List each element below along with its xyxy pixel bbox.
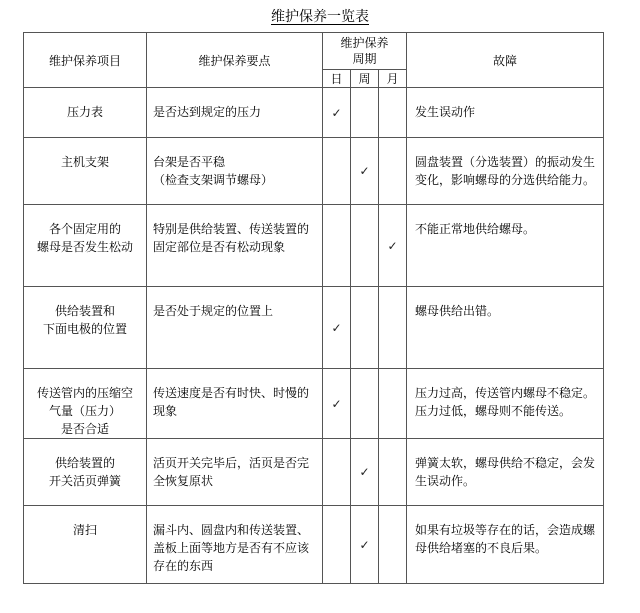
cycle-week-cell (351, 88, 379, 138)
header-item: 维护保养项目 (24, 33, 147, 88)
fault-description: 压力过高，传送管内螺母不稳定。压力过低，螺母则不能传送。 (407, 369, 604, 439)
table-row (24, 439, 604, 506)
maintenance-item: 清扫 (24, 506, 147, 584)
maintenance-table (23, 32, 604, 584)
document-title: 维护保养一览表 (271, 9, 369, 25)
cycle-day-cell (323, 138, 351, 205)
cycle-month-cell (379, 205, 407, 287)
check-mark-icon: ✓ (387, 238, 398, 253)
maintenance-item: 传送管内的压缩空 气量（压力） 是否合适 (24, 369, 147, 439)
check-mark-icon: ✓ (359, 164, 370, 178)
check-mark-icon: ✓ (359, 465, 370, 479)
cycle-month-cell (379, 88, 407, 138)
maintenance-point: 是否达到规定的压力 (147, 88, 323, 138)
table-row (24, 369, 604, 439)
table-row (24, 88, 604, 138)
header-week: 周 (351, 70, 379, 88)
cycle-month-cell (379, 138, 407, 205)
cycle-day-cell (323, 369, 351, 439)
maintenance-item: 供给装置的 开关活页弹簧 (24, 439, 147, 506)
cycle-day-cell (323, 287, 351, 369)
table-row (24, 205, 604, 287)
maintenance-item: 供给装置和 下面电极的位置 (24, 287, 147, 369)
maintenance-point: 传送速度是否有时快、时慢的现象 (147, 369, 323, 439)
maintenance-point: 台架是否平稳 （检查支架调节螺母） (147, 138, 323, 205)
cycle-day-cell (323, 205, 351, 287)
header-fault: 故障 (407, 33, 604, 88)
table-row (24, 506, 604, 584)
fault-description: 圆盘装置（分选装置）的振动发生变化，影响螺母的分选供给能力。 (407, 138, 604, 205)
cycle-week-cell (351, 369, 379, 439)
cycle-month-cell (379, 506, 407, 584)
maintenance-point: 是否处于规定的位置上 (147, 287, 323, 369)
header-point: 维护保养要点 (147, 33, 323, 88)
fault-description: 不能正常地供给螺母。 (407, 205, 604, 287)
maintenance-item: 压力表 (24, 88, 147, 138)
cycle-day-cell (323, 439, 351, 506)
maintenance-point: 活页开关完毕后，活页是否完全恢复原状 (147, 439, 323, 506)
cycle-week-cell (351, 205, 379, 287)
cycle-month-cell (379, 369, 407, 439)
table-row (24, 138, 604, 205)
fault-description: 螺母供给出错。 (407, 287, 604, 369)
cycle-week-cell (351, 287, 379, 369)
header-cycle: 维护保养 周期 (323, 33, 407, 70)
fault-description: 发生误动作 (407, 88, 604, 138)
header-day: 日 (323, 70, 351, 88)
cycle-week-cell (351, 138, 379, 205)
check-mark-icon: ✓ (331, 105, 342, 120)
fault-description: 如果有垃圾等存在的话，会造成螺母供给堵塞的不良后果。 (407, 506, 604, 584)
maintenance-item: 各个固定用的 螺母是否发生松动 (24, 205, 147, 287)
check-mark-icon: ✓ (331, 320, 342, 335)
cycle-month-cell (379, 439, 407, 506)
maintenance-point: 特别是供给装置、传送装置的固定部位是否有松动现象 (147, 205, 323, 287)
check-mark-icon: ✓ (359, 537, 370, 552)
cycle-day-cell (323, 88, 351, 138)
cycle-week-cell (351, 439, 379, 506)
maintenance-point: 漏斗内、圆盘内和传送装置、盖板上面等地方是否有不应该存在的东西 (147, 506, 323, 584)
cycle-day-cell (323, 506, 351, 584)
cycle-month-cell (379, 287, 407, 369)
table-row (24, 287, 604, 369)
cycle-week-cell (351, 506, 379, 584)
header-month: 月 (379, 70, 407, 88)
fault-description: 弹簧太软，螺母供给不稳定，会发生误动作。 (407, 439, 604, 506)
maintenance-item: 主机支架 (24, 138, 147, 205)
check-mark-icon: ✓ (331, 396, 342, 411)
